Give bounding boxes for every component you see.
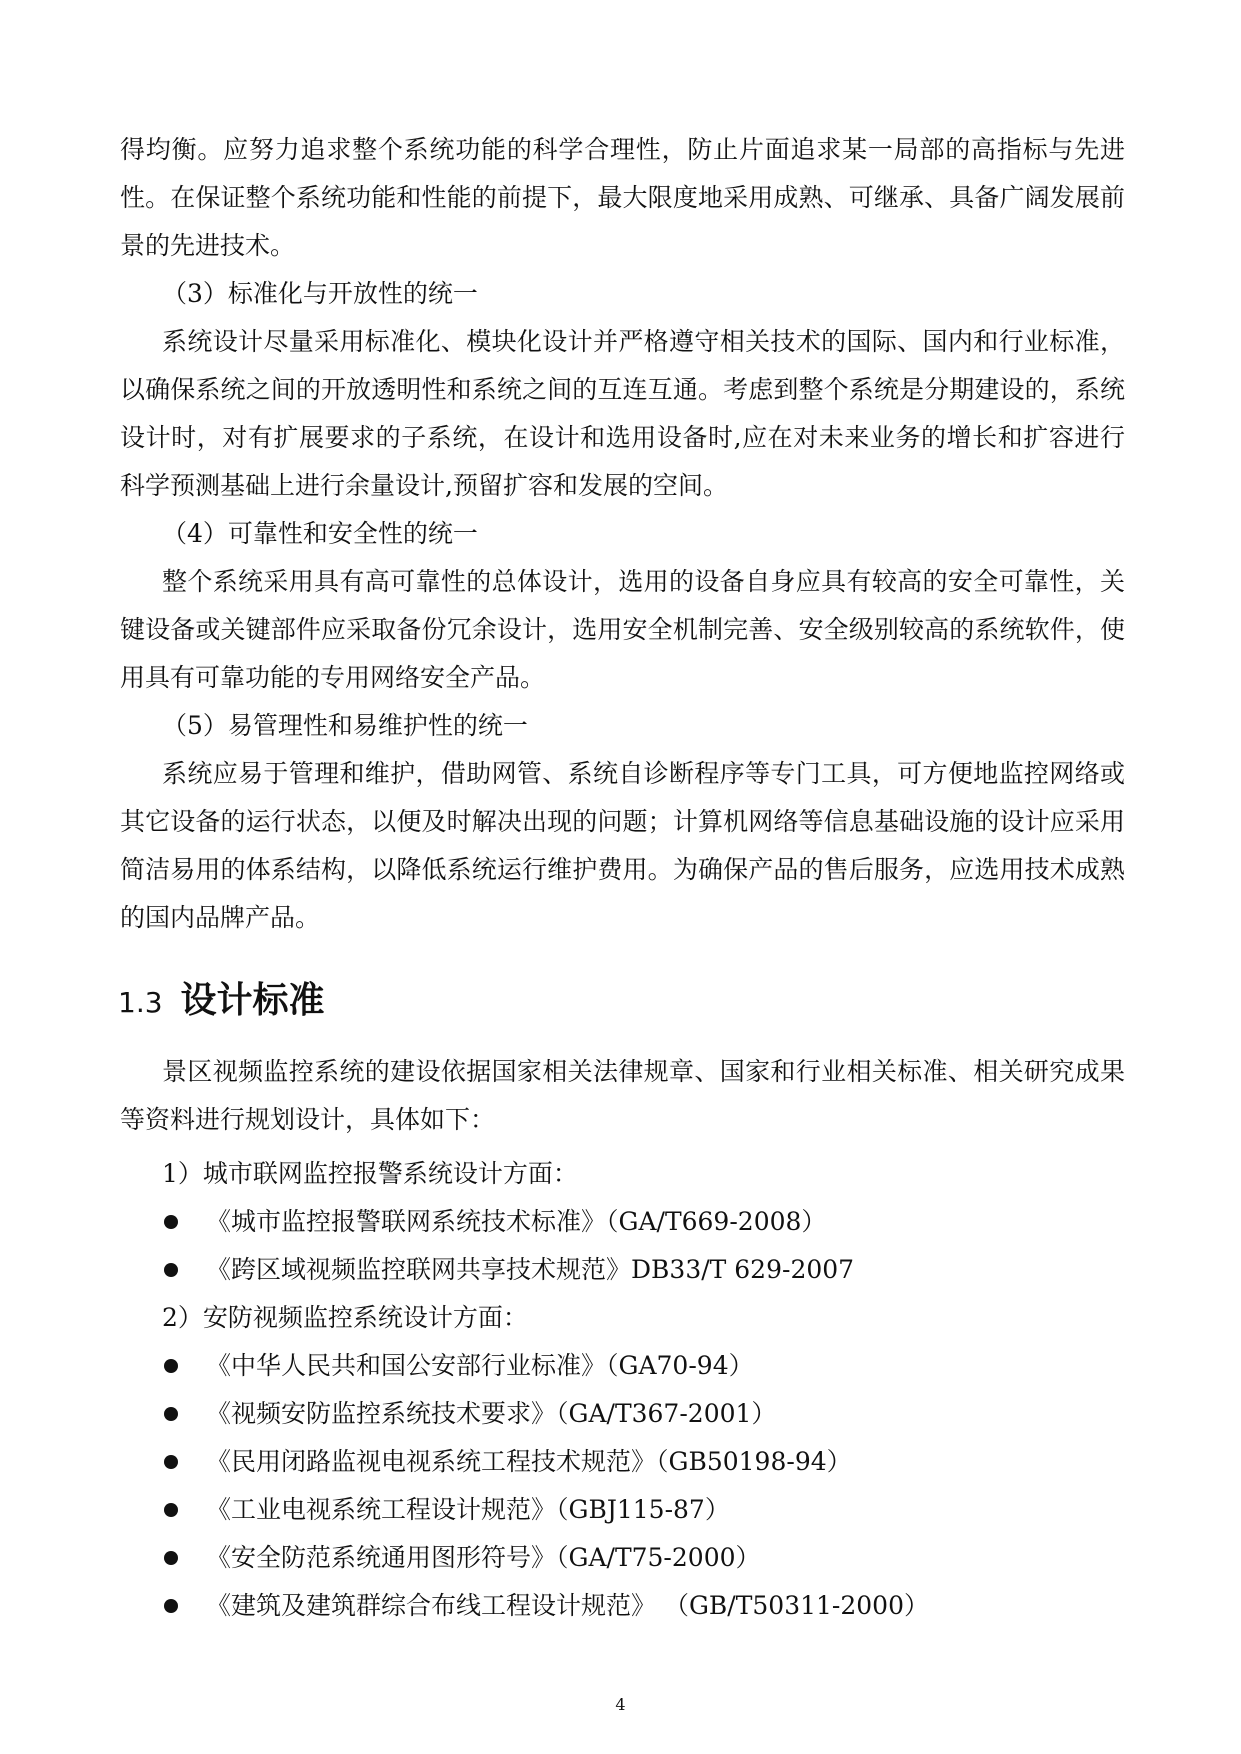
list-item-text: 《民用闭路监视电视系统工程技术规范》（GB50198-94） xyxy=(206,1447,852,1476)
list-item-text: 《中华人民共和国公安部行业标准》（GA70-94） xyxy=(206,1351,754,1380)
subsection-heading-5: （5）易管理性和易维护性的统一 xyxy=(162,711,528,740)
section-heading xyxy=(118,976,325,1028)
paragraph-standardization: 系统设计尽量采用标准化、模块化设计并严格遵守相关技术的国际、国内和行业标准，以确保系统之间的开放透明性和系统之间的互连互通。考虑到整个系统是分期建设的，系统设计时，对有扩展要求的子系统，在设计和选用设备时,应在对未来业务的增长和扩容进行科学预测基础上进行余量设计,预留扩容和发展的空间。 xyxy=(120,327,1125,500)
list-item-text: 《安全防范系统通用图形符号》（GA/T75-2000） xyxy=(206,1543,761,1572)
group-label-city-network: 1）城市联网监控报警系统设计方面： xyxy=(162,1159,578,1188)
list-item-text: 《视频安防监控系统技术要求》（GA/T367-2001） xyxy=(206,1399,777,1428)
group-label-security-video: 2）安防视频监控系统设计方面： xyxy=(162,1303,528,1332)
list-item-text: 《城市监控报警联网系统技术标准》（GA/T669-2008） xyxy=(206,1207,827,1236)
page-number: 4 xyxy=(615,1695,626,1714)
bullet-icon xyxy=(164,1407,178,1421)
bullet-icon xyxy=(164,1263,178,1277)
list-item-text: 《工业电视系统工程设计规范》（GBJ115-87） xyxy=(206,1495,730,1524)
bullet-icon xyxy=(164,1359,178,1373)
section-title: 设计标准 xyxy=(180,980,325,1021)
bullet-icon xyxy=(164,1455,178,1469)
bullet-icon xyxy=(164,1599,178,1613)
section-intro: 景区视频监控系统的建设依据国家相关法律规章、国家和行业相关标准、相关研究成果等资料进行规划设计，具体如下： xyxy=(120,1057,1125,1134)
paragraph-reliability: 整个系统采用具有高可靠性的总体设计，选用的设备自身应具有较高的安全可靠性，关键设备或关键部件应采取备份冗余设计，选用安全机制完善、安全级别较高的系统软件，使用具有可靠功能的专用网络安全产品。 xyxy=(120,567,1125,692)
list-item-text: 《建筑及建筑群综合布线工程设计规范》 （GB/T50311-2000） xyxy=(206,1591,929,1620)
bullet-icon xyxy=(164,1503,178,1517)
bullet-icon xyxy=(164,1215,178,1229)
list-item-text: 《跨区域视频监控联网共享技术规范》DB33/T 629-2007 xyxy=(206,1255,855,1284)
subsection-heading-4: （4）可靠性和安全性的统一 xyxy=(162,519,478,548)
bullet-icon xyxy=(164,1551,178,1565)
paragraph-continuation: 得均衡。应努力追求整个系统功能的科学合理性，防止片面追求某一局部的高指标与先进性。在保证整个系统功能和性能的前提下，最大限度地采用成熟、可继承、具备广阔发展前景的先进技术。 xyxy=(120,135,1125,260)
subsection-heading-3: （3）标准化与开放性的统一 xyxy=(162,279,478,308)
paragraph-maintainability: 系统应易于管理和维护，借助网管、系统自诊断程序等专门工具，可方便地监控网络或其它设备的运行状态，以便及时解决出现的问题；计算机网络等信息基础设施的设计应采用简洁易用的体系结构，以降低系统运行维护费用。为确保产品的售后服务，应选用技术成熟的国内品牌产品。 xyxy=(120,759,1125,932)
section-number: 1.3 xyxy=(118,986,163,1019)
